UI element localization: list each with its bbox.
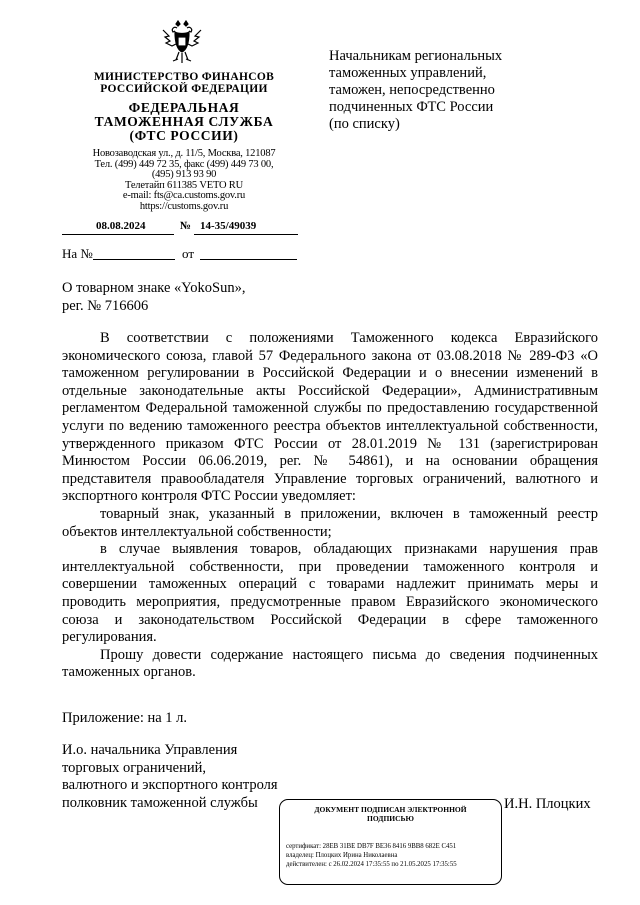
- stamp-title-line: ПОДПИСЬЮ: [367, 814, 414, 823]
- addressee-block: [329, 48, 599, 133]
- ministry-line: РОССИЙСКОЙ ФЕДЕРАЦИИ: [100, 83, 268, 95]
- ref-date-label: от: [182, 246, 195, 261]
- body-paragraph: Прошу довести содержание настоящего письма до сведения подчиненных таможенных органов.: [62, 646, 598, 681]
- addressee-line: (по списку): [329, 116, 400, 132]
- subject-line: рег. № 716606: [62, 298, 149, 314]
- emblem-icon: [160, 20, 204, 68]
- ref-number-label: На №: [62, 246, 93, 261]
- body-paragraph: В соответствии с положениями Таможенного кодекса Евразийского экономического союза, главой 57 Федерального закона от 03.08.2018 № 289-ФЗ «О таможенном регулировании в Российской Федерации и о внесении изменений в отдельные законодательные акты Российской Федерации», Административным регламентом Федеральной таможенной службы по предоставлению государственной услуги по ведению таможенного реестра объектов интеллектуальной собственности, утвержденного приказом ФТС России от 28.01.2019 № 131 (зарегистрирован Минюстом России 06.06.2019, рег. № 54861), и на основании обращения представителя правообладателя Управление торговых ограничений, валютного и экспортного контроля ФТС России уведомляет:: [62, 330, 598, 505]
- ref-date-blank: [200, 259, 297, 260]
- contact-phone: Тел. (499) 449 72 35, факс (499) 449 73 00,: [94, 158, 274, 170]
- doc-date: 08.08.2024: [96, 220, 146, 232]
- contact-address: Новозаводская ул., д. 11/5, Москва, 121087: [92, 148, 276, 159]
- service-line: ТАМОЖЕННАЯ СЛУЖБА: [94, 114, 274, 129]
- ministry-name: [68, 71, 300, 95]
- stamp-owner: владелец: Плоцких Ирина Николаевна: [286, 852, 398, 859]
- service-line: ФЕДЕРАЛЬНАЯ: [128, 100, 240, 115]
- ministry-line: МИНИСТЕРСТВО ФИНАНСОВ: [93, 71, 275, 83]
- e-signature-stamp: [279, 799, 502, 885]
- subject-line: О товарном знаке «YokoSun»,: [62, 280, 246, 296]
- contact-email: e-mail: fts@ca.customs.gov.ru: [122, 190, 246, 202]
- doc-number-field: [194, 220, 298, 235]
- doc-number: 14-35/49039: [200, 220, 257, 232]
- signer-name: И.Н. Плоцких: [504, 796, 591, 812]
- service-line: (ФТС РОССИИ): [129, 128, 239, 143]
- ref-number-blank: [93, 259, 175, 260]
- addressee-line: подчиненных ФТС России: [329, 99, 494, 115]
- body-paragraph: товарный знак, указанный в приложении, включен в таможенный реестр объектов интеллектуальной собственности;: [62, 505, 598, 540]
- stamp-title: [280, 805, 501, 823]
- contact-phone-2: (495) 913 93 90: [151, 169, 217, 181]
- subject: [62, 279, 362, 315]
- doc-number-label: №: [180, 220, 192, 232]
- stamp-validity: действителен: с 26.02.2024 17:35:55 по 21.05.2025 17:35:55: [286, 861, 457, 868]
- stamp-title-line: ДОКУМЕНТ ПОДПИСАН ЭЛЕКТРОННОЙ: [314, 805, 467, 814]
- addressee-line: Начальникам региональных: [329, 48, 503, 64]
- contact-teletype: Телетайп 611385 VETO RU: [125, 179, 243, 191]
- contact-website: https://customs.gov.ru: [139, 200, 229, 212]
- doc-date-field: [62, 220, 174, 235]
- contact-block: [68, 149, 300, 213]
- signer-title-line: валютного и экспортного контроля: [62, 777, 278, 794]
- signer-title-line: торговых ограничений,: [62, 759, 206, 776]
- body-paragraph: в случае выявления товаров, обладающих признаками нарушения прав интеллектуальной собственности, при проведении таможенного контроля и совершении таможенных операций с товарами надлежит принимать меры и проводить мероприятия, предусмотренные правом Евразийского экономического союза и законодательством Российской Федерации в сфере таможенного регулирования.: [62, 541, 598, 646]
- signer-title-line: полковник таможенной службы: [62, 794, 258, 811]
- addressee-line: таможен, непосредственно: [329, 82, 495, 98]
- signer-title-line: И.о. начальника Управления: [62, 742, 238, 758]
- attachment-note: Приложение: на 1 л.: [62, 710, 188, 726]
- service-name: [68, 101, 300, 143]
- stamp-certificate: сертификат: 28EB 31BE DB7F BE36 8416 9BB8 682E C451: [286, 843, 457, 850]
- addressee-line: таможенных управлений,: [329, 65, 487, 81]
- letter-body: [62, 330, 598, 682]
